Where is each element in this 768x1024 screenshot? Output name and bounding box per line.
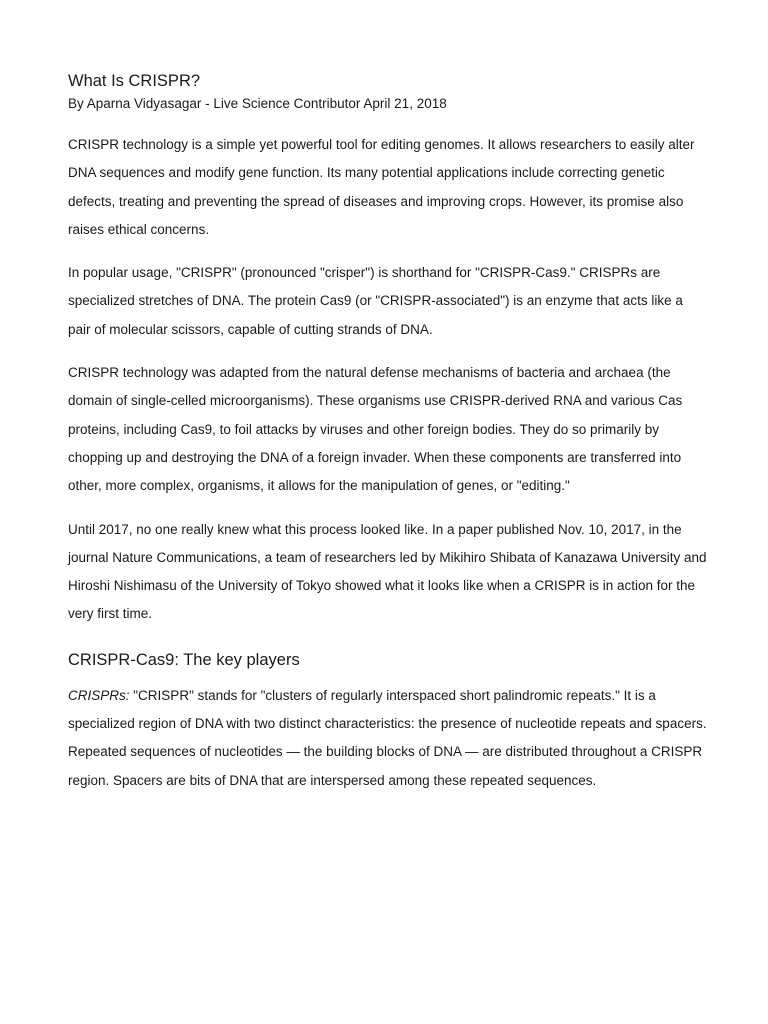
section-text: "CRISPR" stands for "clusters of regularly interspaced short palindromic repeats." It is a specialized region of DNA with two distinct characteristics: the presence of nucleotide repeats and spacers. Repeated sequences of nucleotides — the building blocks of DNA — are distributed throughout a CRISPR region. Spacers are bits of DNA that are interspersed among these repeated sequences. xyxy=(68,687,707,788)
section-paragraph xyxy=(68,682,708,795)
paragraph-3: CRISPR technology was adapted from the natural defense mechanisms of bacteria and archaea (the domain of single-celled microorganisms). These organisms use CRISPR-derived RNA and various Cas proteins, including Cas9, to foil attacks by viruses and other foreign bodies. They do so primarily by chopping up and destroying the DNA of a foreign invader. When these components are transferred into other, more complex, organisms, it allows for the manipulation of genes, or "editing." xyxy=(68,365,683,494)
section-term: CRISPRs: xyxy=(68,687,130,703)
article-byline: By Aparna Vidyasagar - Live Science Contributor April 21, 2018 xyxy=(68,96,447,111)
article-title: What Is CRISPR? xyxy=(68,72,201,90)
paragraph-4: Until 2017, no one really knew what this process looked like. In a paper published Nov. 10, 2017, in the journal Nature Communications, a team of researchers led by Mikihiro Shibata of Kanazawa University and Hiroshi Nishimasu of the University of Tokyo showed what it looks like when a CRISPR is in action for the very first time. xyxy=(68,521,707,622)
paragraph-1: CRISPR technology is a simple yet powerful tool for editing genomes. It allows researchers to easily alter DNA sequences and modify gene function. Its many potential applications include correcting genetic defects, treating and preventing the spread of diseases and improving crops. However, its promise also raises ethical concerns. xyxy=(68,137,695,237)
article xyxy=(68,70,708,795)
section-heading: CRISPR-Cas9: The key players xyxy=(68,650,300,669)
paragraph-2: In popular usage, "CRISPR" (pronounced "crisper") is shorthand for "CRISPR-Cas9." CRISPRs are specialized stretches of DNA. The protein Cas9 (or "CRISPR-associated") is an enzyme that acts like a pair of molecular scissors, capable of cutting strands of DNA. xyxy=(68,265,683,337)
